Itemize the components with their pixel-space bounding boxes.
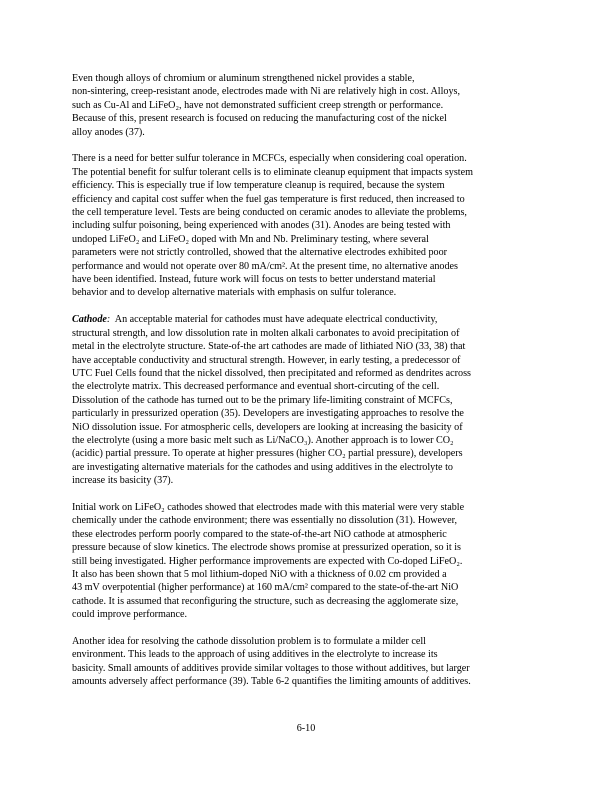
text-line: Dissolution of the cathode has turned out to be the primary life-limiting constraint of MCFCs, xyxy=(72,394,453,406)
text-line: such as Cu-Al and LiFeO₂, have not demonstrated sufficient creep strength or performance. xyxy=(72,99,444,111)
document-body xyxy=(72,72,546,702)
text-line: the electrolyte (using a more basic melt such as Li/NaCO₃). Another approach is to lower CO₂ xyxy=(72,434,454,446)
text-line: including sulfur poisoning, being experienced with anodes (31). Anodes are being tested with xyxy=(72,220,451,232)
text-line: metal in the electrolyte structure. State-of-the art cathodes are made of lithiated NiO (33, 38) that xyxy=(72,341,466,353)
text-line: basicity. Small amounts of additives provide similar voltages to those without additives, but larger xyxy=(72,662,470,674)
text-line: cathode. It is assumed that reconfiguring the structure, such as decreasing the agglomerate size, xyxy=(72,595,459,607)
text-line: undoped LiFeO₂ and LiFeO₂ doped with Mn and Nb. Preliminary testing, where several xyxy=(72,233,429,245)
text-line: amounts adversely affect performance (39). Table 6-2 quantifies the limiting amounts of additives. xyxy=(72,676,471,688)
text-line: the cell temperature level. Tests are being conducted on ceramic anodes to alleviate the problems, xyxy=(72,207,467,219)
text-line: these electrodes perform poorly compared to the state-of-the-art NiO cathode at atmospheric xyxy=(72,528,447,540)
text-line: pressure because of slow kinetics. The electrode shows promise at pressurized operation, so it is xyxy=(72,542,461,554)
text-line: behavior and to develop alternative materials with emphasis on sulfur tolerance. xyxy=(72,287,397,299)
text-line: efficiency. This is especially true if low temperature cleanup is required, because the system xyxy=(72,180,445,192)
text-line: Initial work on LiFeO₂ cathodes showed that electrodes made with this material were very stable xyxy=(72,501,465,513)
text-line: could improve performance. xyxy=(72,609,187,621)
page-number: 6-10 xyxy=(296,723,316,734)
text-line: Another idea for resolving the cathode dissolution problem is to formulate a milder cell xyxy=(72,636,426,647)
text-line: alloy anodes (37). xyxy=(72,126,145,138)
text-line: still being investigated. Higher performance improvements are expected with Co-doped LiFeO₂. xyxy=(72,555,463,567)
text-line: It also has been shown that 5 mol lithium-doped NiO with a thickness of 0.02 cm provided a xyxy=(72,568,447,580)
paragraph-additives xyxy=(72,635,546,689)
text-line: There is a need for better sulfur tolerance in MCFCs, especially when considering coal operation. xyxy=(72,153,467,165)
text-line: environment. This leads to the approach of using additives in the electrolyte to increase its xyxy=(72,649,438,661)
text-line: 43 mV overpotential (higher performance) at 160 mA/cm² compared to the state-of-the-art NiO xyxy=(72,582,459,594)
text-line: increase its basicity (37). xyxy=(72,475,174,487)
text-line: have acceptable conductivity and structural strength. However, in early testing, a predecessor of xyxy=(72,354,461,366)
paragraph-anode-alloys xyxy=(72,72,546,139)
text-run: An acceptable material for cathodes must have adequate electrical conductivity, xyxy=(110,314,438,326)
cathode-heading-colon: : xyxy=(106,314,111,326)
paragraph-sulfur-tolerance xyxy=(72,152,546,299)
cathode-heading: Cathode xyxy=(72,314,107,326)
text-line: (acidic) partial pressure. To operate at higher pressures (higher CO₂ partial pressure), developers xyxy=(72,448,463,460)
text-line: NiO dissolution issue. For atmospheric cells, developers are looking at increasing the basicity of xyxy=(72,421,463,433)
text-line: parameters were not strictly controlled, showed that the alternative electrodes exhibited poor xyxy=(72,247,448,259)
text-line xyxy=(72,313,546,326)
paragraph-cathode xyxy=(72,313,546,487)
text-line: structural strength, and low dissolution rate in molten alkali carbonates to avoid precipitation of xyxy=(72,327,460,339)
text-line: The potential benefit for sulfur tolerant cells is to eliminate cleanup equipment that impacts system xyxy=(72,166,473,178)
text-line: non-sintering, creep-resistant anode, electrodes made with Ni are relatively high in cost. Alloys, xyxy=(72,86,461,98)
text-line: UTC Fuel Cells found that the nickel dissolved, then precipitated and reformed as dendrites across xyxy=(72,367,471,379)
paragraph-lifeo2-cathodes xyxy=(72,501,546,622)
text-line: efficiency and capital cost suffer when the fuel gas temperature is first reduced, then increased to xyxy=(72,193,465,205)
text-line: Even though alloys of chromium or aluminum strengthened nickel provides a stable, xyxy=(72,73,415,84)
text-line: Because of this, present research is focused on reducing the manufacturing cost of the nickel xyxy=(72,113,447,125)
text-line: performance and would not operate over 80 mA/cm². At the present time, no alternative anodes xyxy=(72,260,458,272)
text-line: are investigating alternative materials for the cathodes and using additives in the electrolyte to xyxy=(72,461,453,473)
text-line: chemically under the cathode environment; there was essentially no dissolution (31). However, xyxy=(72,515,458,527)
text-line: the electrolyte matrix. This decreased performance and eventual short-circuting of the cell. xyxy=(72,381,440,393)
text-line: have been identified. Instead, future work will focus on tests to better understand material xyxy=(72,274,436,286)
text-line: particularly in pressurized operation (35). Developers are investigating approaches to resolve the xyxy=(72,408,464,420)
